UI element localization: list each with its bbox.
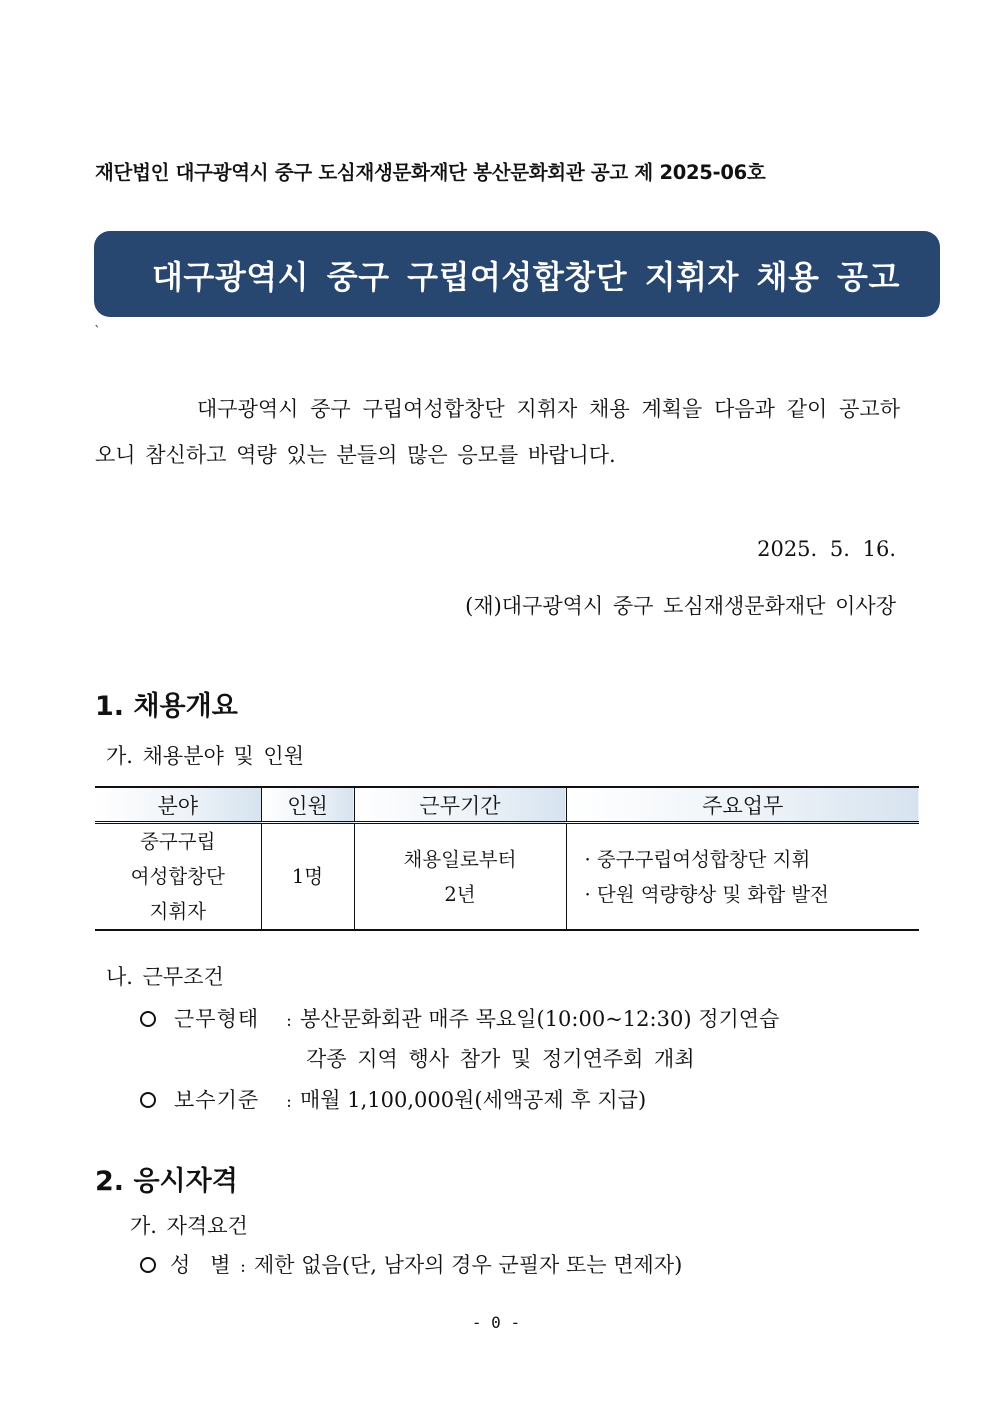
cell-period — [354, 823, 566, 931]
announcement-date: 2025. 5. 16. — [757, 537, 896, 561]
section-heading-qualifications: 2. 응시자격 — [95, 1166, 238, 1197]
table-header-row — [95, 787, 919, 823]
recruitment-table — [95, 786, 919, 931]
circle-bullet-icon — [140, 1011, 156, 1027]
condition-label: 보수기준 — [174, 1088, 260, 1112]
notice-number: 재단법인 대구광역시 중구 도심재생문화재단 봉산문화회관 공고 제 2025-06호 — [95, 161, 766, 184]
condition-colon: : — [286, 1011, 292, 1031]
duty-item: · 중구구립여성합창단 지휘 — [584, 847, 811, 871]
signer: (재)대구광역시 중구 도심재생문화재단 이사장 — [465, 594, 896, 618]
requirement-label: 성 별 — [170, 1253, 231, 1277]
circle-bullet-icon — [140, 1257, 156, 1273]
subheading-field-and-count: 가. 채용분야 및 인원 — [106, 744, 304, 768]
stray-mark: ` — [94, 324, 101, 340]
duty-item: · 단원 역량향상 및 화합 발전 — [584, 882, 829, 906]
table-header-field: 분야 — [95, 787, 261, 823]
requirement-colon: : — [240, 1257, 246, 1277]
field-line: 여성합창단 — [130, 865, 225, 888]
condition-work-type-line2: 각종 지역 행사 참가 및 정기연주회 개최 — [306, 1047, 695, 1071]
table-header-period: 근무기간 — [354, 787, 566, 823]
period-line: 2년 — [444, 882, 476, 906]
condition-value: 매월 1,100,000원(세액공제 후 지급) — [300, 1088, 647, 1112]
requirement-value: 제한 없음(단, 남자의 경우 군필자 또는 면제자) — [254, 1253, 683, 1277]
intro-paragraph: 대구광역시 중구 구립여성합창단 지휘자 채용 계획을 다음과 같이 공고하오니 참신하고 역량 있는 분들의 많은 응모를 바랍니다. — [95, 397, 900, 467]
field-line: 중구구립 — [140, 830, 216, 853]
cell-duties — [566, 823, 919, 931]
page-title: 대구광역시 중구 구립여성합창단 지휘자 채용 공고 — [152, 258, 900, 296]
requirement-gender — [140, 1249, 682, 1279]
title-banner — [94, 231, 940, 317]
condition-label: 근무형태 — [174, 1007, 260, 1031]
condition-colon: : — [286, 1092, 292, 1112]
section-heading-overview: 1. 채용개요 — [95, 691, 238, 722]
condition-pay — [140, 1084, 646, 1114]
subheading-work-conditions: 나. 근무조건 — [106, 965, 224, 989]
condition-value: 봉산문화회관 매주 목요일(10:00~12:30) 정기연습 — [300, 1007, 780, 1031]
page-number: - 0 - — [471, 1313, 521, 1332]
subheading-requirements: 가. 자격요건 — [130, 1214, 248, 1238]
table-row — [95, 823, 919, 931]
period-line: 채용일로부터 — [403, 847, 517, 871]
cell-field — [95, 823, 261, 931]
condition-work-type — [140, 1003, 779, 1033]
table-header-count: 인원 — [261, 787, 354, 823]
circle-bullet-icon — [140, 1092, 156, 1108]
table-header-duties: 주요업무 — [566, 787, 919, 823]
field-line: 지휘자 — [149, 900, 206, 923]
cell-count: 1명 — [261, 823, 354, 931]
